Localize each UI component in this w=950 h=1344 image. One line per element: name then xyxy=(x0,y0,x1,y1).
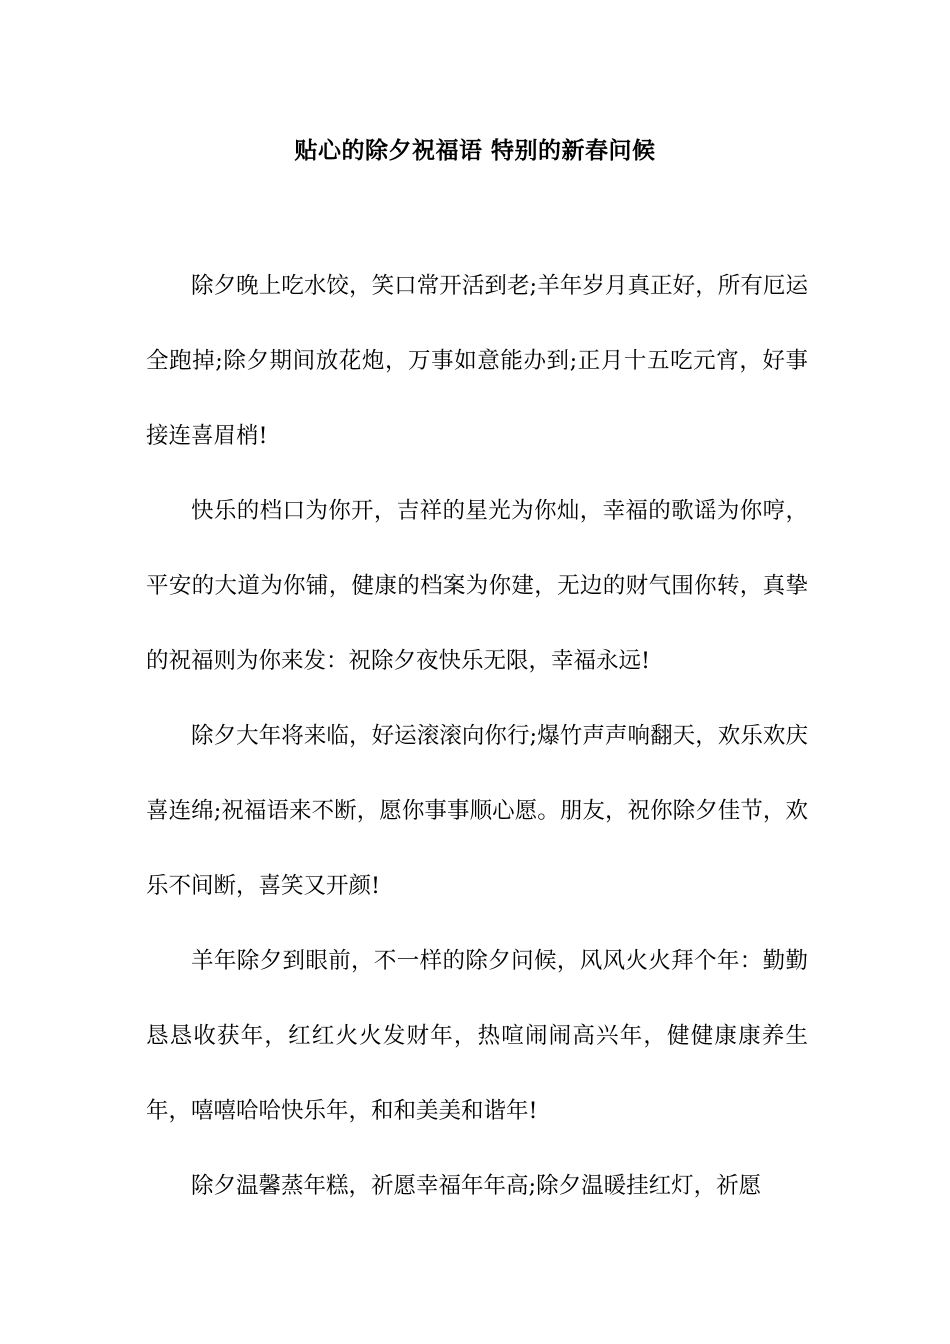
paragraph: 除夕晚上吃水饺，笑口常开活到老;羊年岁月真正好，所有厄运全跑掉;除夕期间放花炮，万事如意能办到;正月十五吃元宵，好事接连喜眉梢! xyxy=(146,273,808,449)
paragraph: 快乐的档口为你开，吉祥的星光为你灿，幸福的歌谣为你哼，平安的大道为你铺，健康的档案为你建，无边的财气围你转，真挚的祝福则为你来发：祝除夕夜快乐无限，幸福永远! xyxy=(146,498,808,674)
document-body xyxy=(146,249,808,1224)
paragraph: 除夕大年将来临，好运滚滚向你行;爆竹声声响翻天，欢乐欢庆喜连绵;祝福语来不断，愿你事事顺心愿。朋友，祝你除夕佳节，欢乐不间断，喜笑又开颜! xyxy=(146,723,808,899)
paragraph: 除夕温馨蒸年糕，祈愿幸福年年高;除夕温暖挂红灯，祈愿 xyxy=(191,1173,762,1199)
document-title: 贴心的除夕祝福语 特别的新春问候 xyxy=(294,138,656,164)
paragraph: 羊年除夕到眼前，不一样的除夕问候，风风火火拜个年：勤勤恳恳收获年，红红火火发财年，热喧闹闹高兴年，健健康康养生年，嘻嘻哈哈快乐年，和和美美和谐年! xyxy=(146,948,808,1124)
